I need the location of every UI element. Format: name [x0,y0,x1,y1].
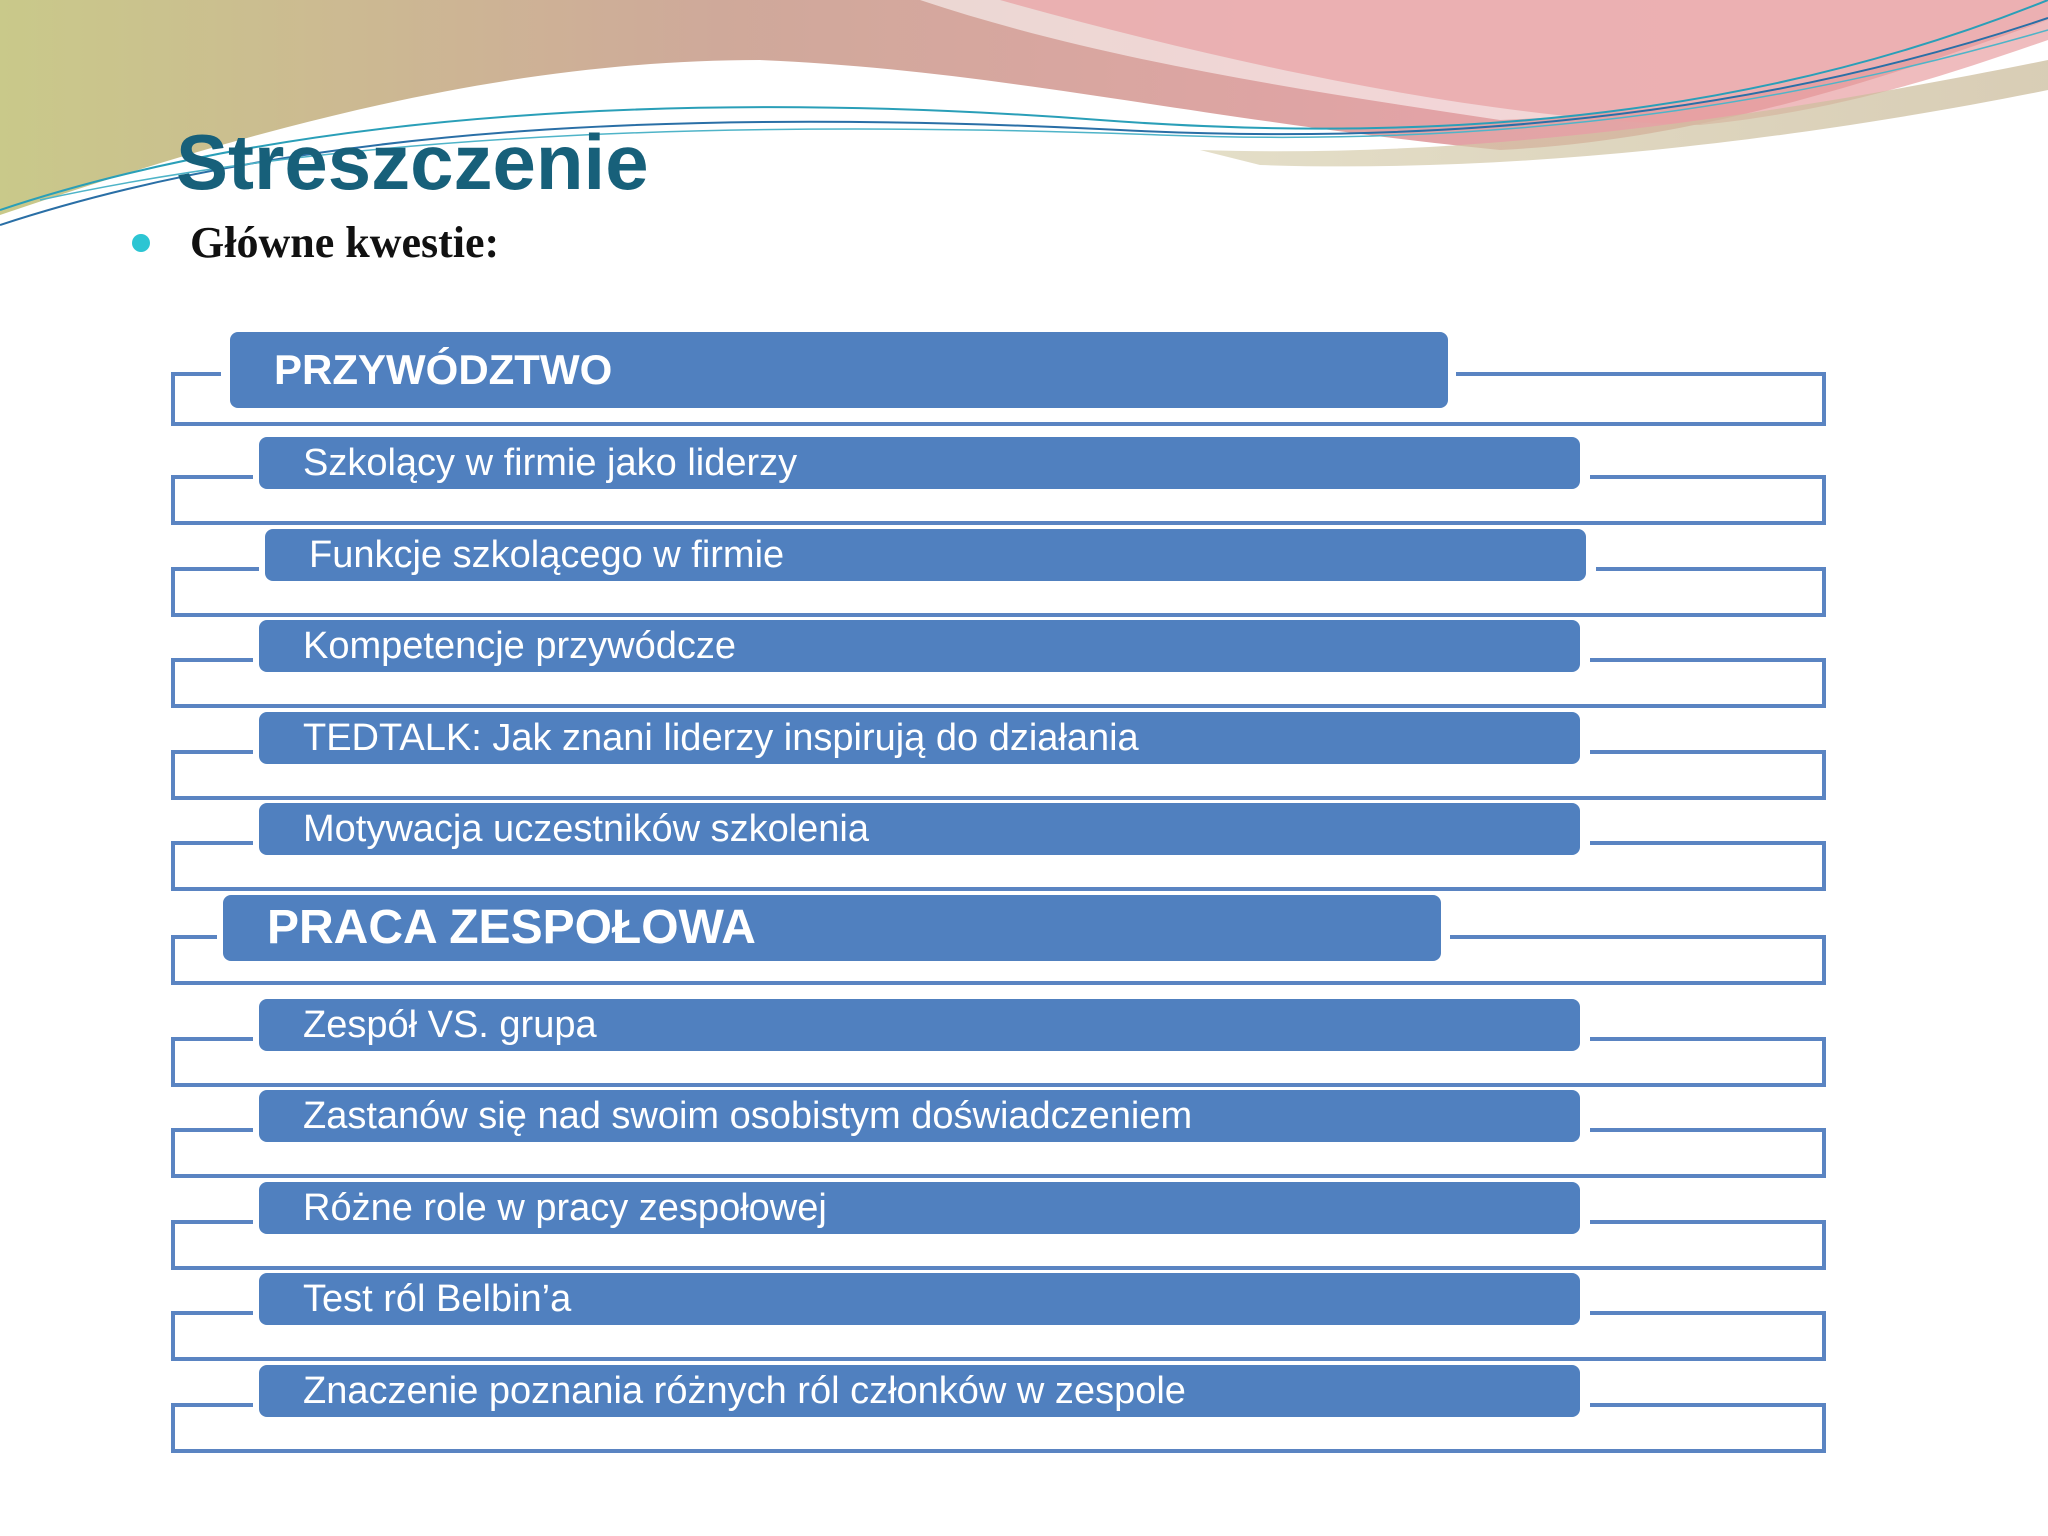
item-bar: Test ról Belbin’a [259,1273,1580,1325]
item-bar: Kompetencje przywódcze [259,620,1580,672]
row-connector-left [171,750,253,754]
row-connector-right [1590,658,1826,662]
item-bar: Zespół VS. grupa [259,999,1580,1051]
row-connector-right [1590,1311,1826,1315]
item-bar: TEDTALK: Jak znani liderzy inspirują do działania [259,712,1580,764]
row-connector-left [171,658,253,662]
item-bar: Różne role w pracy zespołowej [259,1182,1580,1234]
row-connector-right [1590,475,1826,479]
row-connector-left [171,841,253,845]
section-heading-teamwork: PRACA ZESPOŁOWA [223,895,1441,961]
item-bar: Funkcje szkolącego w firmie [265,529,1586,581]
row-connector-left [171,1128,253,1132]
row-connector-right [1590,1220,1826,1224]
row-connector-right [1456,372,1826,376]
row-connector-left [171,1220,253,1224]
row-connector-right [1450,935,1826,939]
item-bar: Motywacja uczestników szkolenia [259,803,1580,855]
item-bar: Znaczenie poznania różnych ról członków w zespole [259,1365,1580,1417]
row-connector-right [1590,1128,1826,1132]
item-bar: Zastanów się nad swoim osobistym doświadczeniem [259,1090,1580,1142]
row-connector-left [171,1037,253,1041]
row-connector-left [171,567,259,571]
row-connector-right [1590,1403,1826,1407]
row-connector-right [1590,1037,1826,1041]
row-connector-left [171,1403,253,1407]
row-connector-left [171,935,217,939]
section-heading-leadership: PRZYWÓDZTWO [230,332,1448,408]
row-connector-right [1590,841,1826,845]
row-connector-left [171,475,253,479]
row-connector-left [171,1311,253,1315]
row-connector-left [171,372,221,376]
slide-title: Streszczenie [176,118,649,206]
item-bar: Szkolący w firmie jako liderzy [259,437,1580,489]
row-connector-right [1596,567,1826,571]
row-connector-right [1590,750,1826,754]
bullet-main-issues: Główne kwestie: [190,218,500,267]
bullet-dot-icon [132,234,150,252]
